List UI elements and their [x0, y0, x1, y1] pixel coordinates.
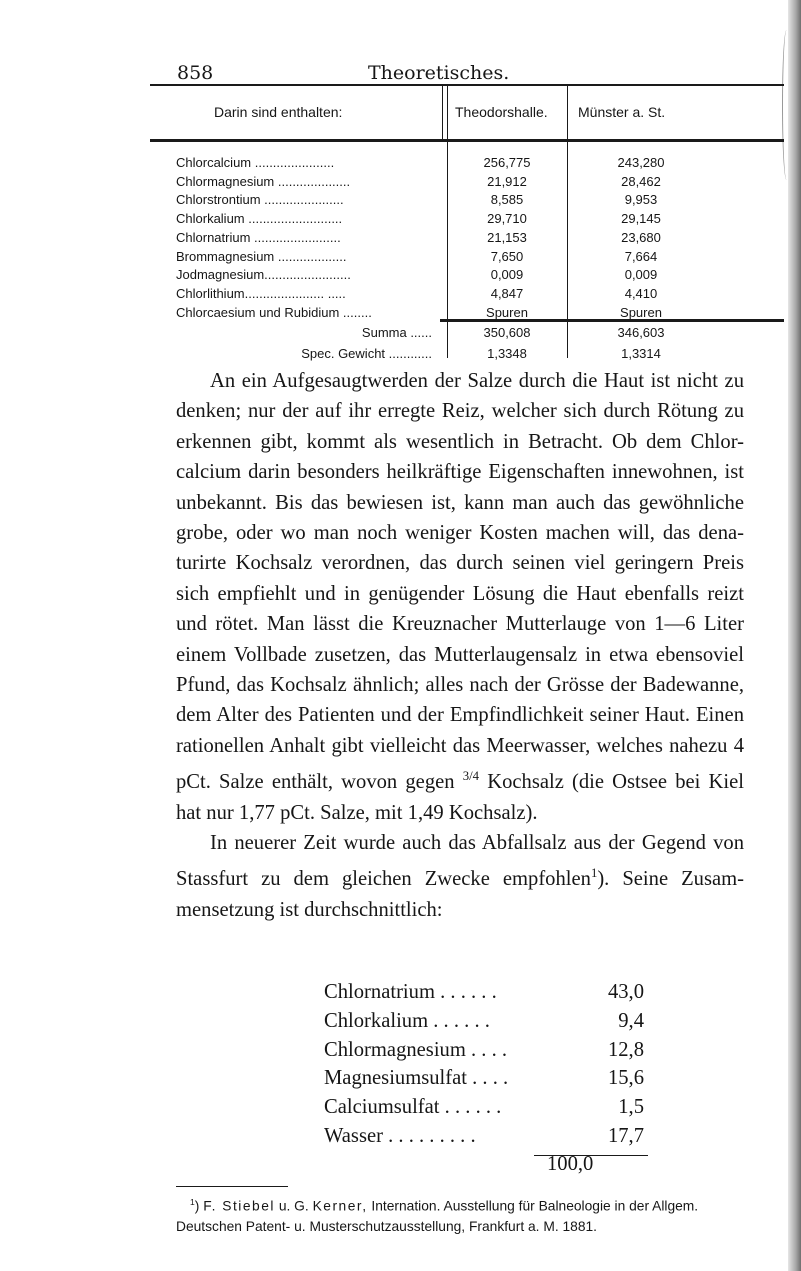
table-row-label: Chlorcaesium und Rubidium ........	[176, 304, 372, 320]
table-row-label: Chlormagnesium ....................	[176, 173, 351, 189]
table-cell-muenster: 7,664	[624, 248, 658, 264]
composition-total: 100,0	[547, 1153, 594, 1175]
table-cell-theodorshalle: 21,912	[487, 173, 527, 189]
table-cell-theodorshalle: 0,009	[490, 267, 524, 283]
table-header-contents: Darin sind enthalten:	[214, 104, 343, 120]
table-cell-theodorshalle: 29,710	[487, 211, 527, 227]
table-cell-muenster: 29,145	[621, 211, 661, 227]
list-item: Chlornatrium . . . . . . 43,0	[324, 981, 644, 1003]
paragraph-2: In neuerer Zeit wurde auch das Abfallsalz aus der Gegend von Stassfurt zu dem gleichen Zwecke empfohlen$^1$). Seine Zusam-mensetzung ist durchschnittlich:	[176, 831, 744, 921]
table-top-rule	[150, 84, 784, 86]
table-summa-theodorshalle: 350,608	[483, 325, 531, 340]
table-cell-muenster: 243,280	[617, 155, 665, 170]
table-spec-theodorshalle: 1,3348	[487, 346, 527, 361]
salt-composition-list	[324, 981, 644, 1154]
table-col-divider-1b	[447, 86, 448, 358]
table-col-divider-2	[567, 86, 568, 358]
list-item: Chlormagnesium . . . . 12,8	[324, 1038, 644, 1061]
table-header-muenster: Münster a. St.	[578, 104, 666, 120]
table-cell-muenster: 9,953	[624, 192, 658, 208]
table-spec-muenster: 1,3314	[621, 346, 661, 361]
footnote-marker: 1	[590, 866, 598, 881]
table-cell-muenster: 4,410	[624, 285, 658, 301]
footnote: $^1$) F. Stiebel u. G. Kerner, Internation. Ausstellung für Balneologie in der Allgem. Deutschen Patent- u. Musterschutzausstellung, Frankfurt a. M. 1881.	[176, 1197, 699, 1234]
list-item: Magnesiumsulfat . . . . 15,6	[324, 1067, 644, 1090]
table-col-divider-1	[442, 86, 443, 140]
table-row-label: Chlorstrontium ......................	[176, 192, 344, 208]
page-edge-tear	[782, 30, 791, 180]
list-item: Chlorkalium . . . . . . 9,4	[324, 1009, 644, 1032]
table-row-label: Chlorlithium...................... .....	[176, 285, 346, 301]
table-row-label: Jodmagnesium........................	[176, 267, 351, 283]
table-spec-label: Spec. Gewicht ............	[301, 346, 432, 361]
table-summa-muenster: 346,603	[617, 325, 665, 340]
table-row-label: Brommagnesium ...................	[176, 248, 347, 264]
footnote-rule	[176, 1186, 288, 1187]
table-header-rule	[150, 139, 784, 142]
table-cell-theodorshalle: Spuren	[486, 304, 528, 320]
body-text	[176, 366, 744, 925]
table-row-label: Chlorkalium ..........................	[176, 211, 343, 227]
page-number: 858	[177, 62, 214, 84]
table-cell-muenster: 28,462	[621, 173, 661, 189]
table-cell-theodorshalle: 256,775	[483, 155, 531, 170]
table-cell-theodorshalle: 7,650	[490, 248, 524, 264]
table-header-theodorshalle: Theodorshalle.	[455, 104, 548, 120]
list-item: Calciumsulfat . . . . . . 1,5	[324, 1096, 644, 1119]
table-cell-theodorshalle: 4,847	[490, 285, 524, 301]
running-title: Theoretisches.	[368, 62, 510, 84]
paragraph-1: An ein Aufgesaugtwerden der Salze durch die Haut ist nicht zu denken; nur der auf ihr erregte Reiz, welcher sich durch Rötung zu erkennen gibt, kommt als wesentlich in Betracht. Ob dem Chlor-calcium darin besonders heilkräftige Eigenschaften innewohnen, ist unbekannt. Bis das bewiesen ist, kann man auch das gewöhnliche grobe, oder wo man noch weniger Kosten machen will, das dena-turirte Kochsalz verordnen, das durch seinen viel geringern Preis sich empfiehlt und in genügender Lösung die Haut ebenfalls reizt und rötet. Man lässt die Kreuznacher Mutterlauge von 1—6 Liter einem Vollbade zusetzen, das Mutterlaugensalz in etwa ebensoviel Pfund, das Kochsalz ähnlich; alles nach der Grösse der Badewanne, dem Alter des Patienten und der Empfindlichkeit seiner Haut. Einen rationellen Anhalt gibt vielleicht das Meerwasser, welches nahezu 4 pCt. Salze enthält, wovon gegen $^{3/4}$ Kochsalz (die Ostsee bei Kiel hat nur 1,77 pCt. Salze, mit 1,49 Kochsalz).	[176, 370, 745, 824]
table-cell-muenster: Spuren	[620, 304, 662, 320]
list-item: Wasser . . . . . . . . . 17,7	[324, 1124, 644, 1147]
table-row-label: Chlorcalcium ......................	[176, 155, 335, 170]
table-row-label: Chlornatrium ........................	[176, 229, 341, 245]
table-cell-muenster: 0,009	[624, 267, 658, 283]
table-cell-theodorshalle: 21,153	[487, 229, 527, 245]
table-summa-label: Summa ......	[361, 325, 432, 340]
table-cell-theodorshalle: 8,585	[490, 192, 524, 208]
page-edge-shadow	[788, 0, 801, 1271]
table-cell-muenster: 23,680	[621, 229, 661, 245]
